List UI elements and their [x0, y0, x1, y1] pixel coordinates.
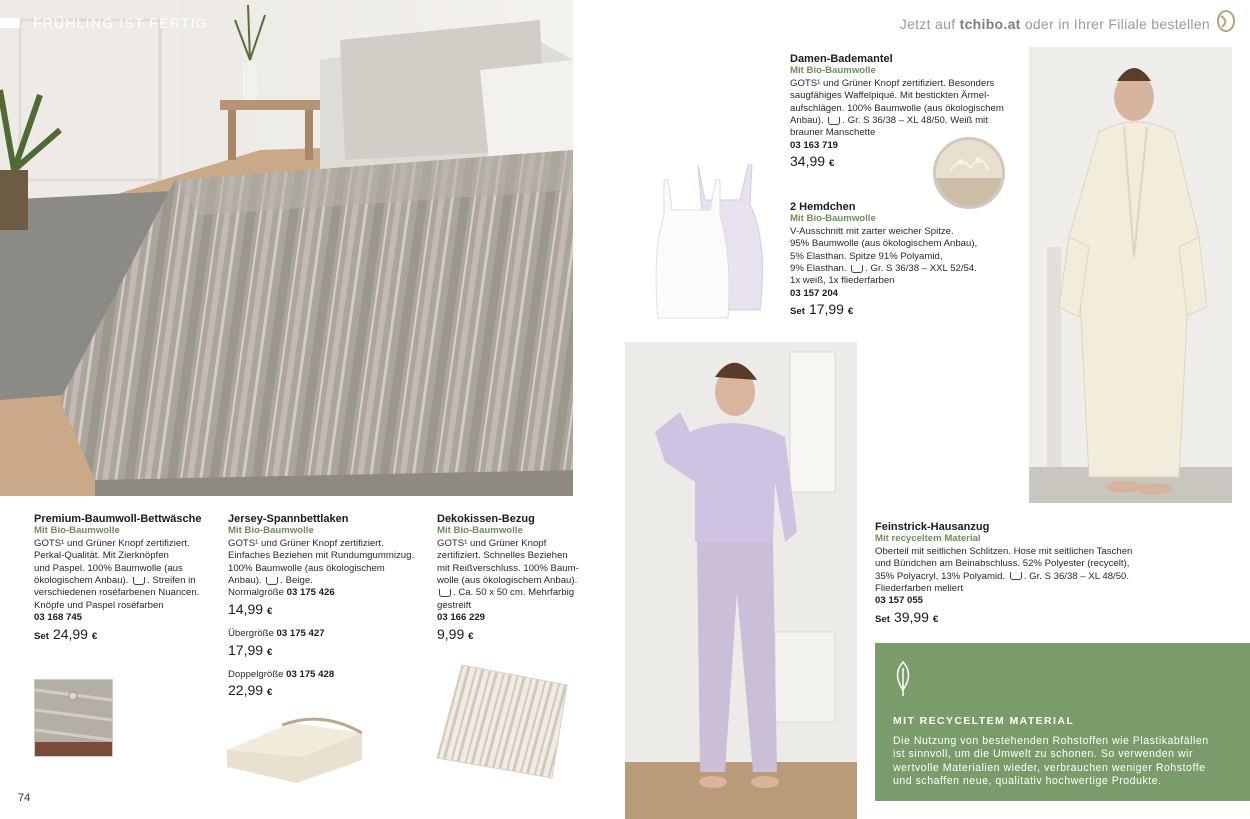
cushion-photo — [432, 660, 572, 780]
wash-care-icon — [1010, 572, 1022, 580]
product-price: 34,99 € — [790, 153, 835, 170]
product-subtitle: Mit Bio-Baumwolle — [790, 65, 876, 77]
product-dekokissen: Dekokissen-Bezug Mit Bio-Baumwolle GOTS¹ und Grüner Knopf zertifiziert. Schnelles Beziehen mit Reißverschluss. 100% Baum- wolle (aus ökologischem Anbau). . Ca. 50 x 50 cm. Mehrfarbig gestreift 03 166 229 9,99 € — [437, 513, 607, 643]
info-box-title: MIT RECYCELTEM MATERIAL — [893, 715, 1075, 727]
product-subtitle: Mit Bio-Baumwolle — [34, 525, 120, 537]
product-subtitle: Mit recyceltem Material — [875, 533, 981, 545]
product-spannbettlaken: Jersey-Spannbettlaken Mit Bio-Baumwolle GOTS¹ und Grüner Knopf zertifiziert. Einfaches Beziehen mit Rundumgummizug. 100% Baumwolle (aus ökologischem Anbau). . Beige. Normalgröße 03 175 426 14,99 € Übergröße 03 175 427 17,99 € Doppelgröße 03 175 428 22,99 € — [228, 513, 418, 700]
product-hausanzug: Feinstrick-Hausanzug Mit recyceltem Material Oberteil mit seitlichen Schlitzen. Hose mit seitlichen Taschen und Bündchen am Beinabschluss. 52% Polyester (recycelt), 35% Polyacryl, 13% Polyamid. . Gr. S 36/38 – XL 48/50. Fliederfarben meliert 03 157 055 Set 39,99 € — [875, 521, 1155, 626]
product-price: Set 24,99 € — [34, 625, 98, 642]
article-number: 03 166 229 — [437, 612, 486, 624]
wash-care-icon — [266, 577, 278, 585]
product-name: Premium-Baumwoll-Bettwäsche — [34, 513, 202, 525]
info-box-text: Die Nutzung von bestehenden Rohstoffen wie Plastikabfällen ist sinnvoll, um die Umwelt zu schonen. So verwenden wir wertvolle Materialien wieder, verbrauchen weniger Rohstoffe und schaffen neue, qualitativ hochwertige Produkte. — [893, 735, 1209, 788]
product-name: Dekokissen-Bezug — [437, 513, 535, 525]
fitted-sheet-photo — [222, 705, 367, 785]
article-number: 03 168 745 — [34, 612, 83, 624]
product-hemdchen: 2 Hemdchen Mit Bio-Baumwolle V-Ausschnitt mit zarter weicher Spitze. 95% Baumwolle (aus ökologischem Anbau), 5% Elasthan. Spitze 91% Polyamid, 9% Elasthan. . Gr. S 36/38 – XXL 52/54. 1x weiß, 1x fliederfarben 03 157 204 Set 17,99 € — [790, 201, 1010, 319]
article-number: 03 157 055 — [875, 595, 924, 607]
product-name: 2 Hemdchen — [790, 201, 856, 213]
product-price: 17,99 € — [228, 641, 273, 658]
page-number: 74 — [18, 792, 31, 804]
product-name: Feinstrick-Hausanzug — [875, 521, 990, 533]
wash-care-icon — [851, 265, 863, 273]
article-number: 03 163 719 — [790, 139, 839, 151]
bedroom-photo — [0, 0, 573, 496]
section-title: FRÜHLING IST FERTIG — [33, 15, 208, 31]
leaf-icon — [892, 660, 914, 698]
loungewear-model-photo — [625, 342, 857, 819]
tchibo-bean-icon — [1216, 10, 1236, 32]
product-name: Damen-Bademantel — [790, 53, 893, 65]
embroidery-detail-swatch — [933, 137, 1005, 209]
product-subtitle: Mit Bio-Baumwolle — [790, 213, 876, 225]
product-subtitle: Mit Bio-Baumwolle — [228, 525, 314, 537]
recycled-material-info-box — [875, 643, 1250, 801]
order-cta[interactable]: Jetzt auf tchibo.at oder in Ihrer Filiale bestellen — [899, 16, 1210, 32]
product-bademantel: Damen-Bademantel Mit Bio-Baumwolle GOTS¹ und Grüner Knopf zertifiziert. Besonders saugfähiges Waffelpiqué. Mit bestickten Ärmel- aufschlägen. 100% Baumwolle (aus ökologischem Anbau). . Gr. S 36/38 – XL 48/50. Weiß mit brauner Manschette 03 163 719 34,99 € — [790, 53, 1010, 171]
wash-care-icon — [439, 589, 451, 597]
product-price: 14,99 € — [228, 600, 273, 617]
product-bettwaesche: Premium-Baumwoll-Bettwäsche Mit Bio-Baumwolle GOTS¹ und Grüner Knopf zertifiziert. Perkal-Qualität. Mit Zierknöpfen und Paspel. 100% Baumwolle (aus ökologischem Anbau). . Streifen in verschiedenen roséfarbenen Nuancen. Knöpfe und Paspel roséfarben 03 168 745 Set 24,99 € — [34, 513, 214, 643]
product-subtitle: Mit Bio-Baumwolle — [437, 525, 523, 537]
product-name: Jersey-Spannbettlaken — [228, 513, 349, 525]
shop-domain-link[interactable]: tchibo.at — [959, 16, 1021, 32]
bathrobe-model-photo — [1029, 47, 1232, 503]
article-number: 03 157 204 — [790, 287, 839, 299]
wash-care-icon — [828, 117, 840, 125]
product-price: Set 17,99 € — [790, 301, 854, 318]
product-price: 9,99 € — [437, 625, 474, 642]
wash-care-icon — [133, 577, 145, 585]
bedding-fabric-swatch — [34, 679, 113, 757]
product-price: Set 39,99 € — [875, 608, 939, 625]
section-marker — [0, 18, 20, 28]
camisoles-photo — [650, 160, 775, 325]
product-price: 22,99 € — [228, 682, 273, 699]
